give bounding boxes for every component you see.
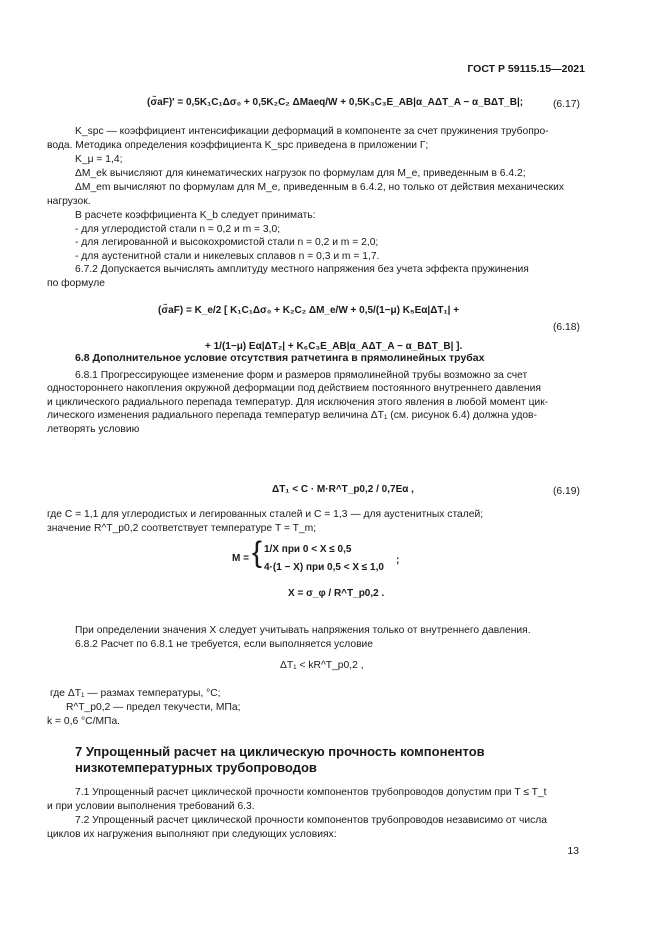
paragraph-line: 6.8.1 Прогрессирующее изменение форм и размеров прямолинейной трубы возможно за счет: [75, 370, 528, 381]
paragraph-6-8-1: [47, 369, 585, 436]
list-item: - для легированной и высокохромистой стали n = 0,2 и m = 2,0;: [75, 237, 379, 249]
paragraph-7-1-cont: и при условии выполнения требований 6.3.: [47, 801, 255, 812]
list-item: - для углеродистой стали n = 0,2 и m = 3,0;: [75, 224, 281, 235]
paragraph-7-1: 7.1 Упрощенный расчет циклической прочности компонентов трубопроводов допустим при T ≤ T_t: [75, 787, 547, 798]
paragraph-6-8-2: 6.8.2 Расчет по 6.8.1 не требуется, если выполняется условие: [75, 639, 374, 650]
section-6-8-heading: 6.8 Дополнительное условие отсутствия ратчетинга в прямолинейных трубах: [75, 352, 485, 364]
paragraph-line: лического изменения радиального перепада температур величина ΔT₁ (см. рисунок 6.4) должна удов-: [47, 410, 537, 422]
equation-6-17: (σ̃aF)′ = 0,5K₁C₁Δσ₀ + 0,5K₂C₂ ΔMaeq/W + 0,5K₃C₃E_AB|α_AΔT_A − α_BΔT_B|;: [147, 97, 524, 108]
heading-line: низкотемпературных трубопроводов: [75, 760, 317, 775]
brace-symbol: {: [252, 536, 263, 569]
paragraph-kspc-cont: вода. Методика определения коэффициента K_spc приведена в приложении Г;: [47, 140, 429, 151]
steel-parameter-list: [75, 223, 615, 263]
section-7-heading: [75, 744, 595, 776]
equation-m-lhs: M =: [232, 553, 249, 564]
equation-6-19: ΔT₁ < C · M·R^T_p0,2 / 0,7Eα ,: [272, 484, 414, 495]
paragraph-kb: В расчете коэффициента K_b следует принимать:: [75, 210, 316, 221]
paragraph-line: и циклического радиального перепада температур. Для исключения этого явления в любой момент цик-: [47, 396, 549, 408]
paragraph-kspc: [47, 125, 585, 138]
equation-m-case2: 4·(1 − X) при 0,5 < X ≤ 1,0: [264, 562, 384, 573]
paragraph-6-7-2: 6.7.2 Допускается вычислять амплитуду местного напряжения без учета эффекта пружинения: [75, 264, 529, 275]
paragraph-7-2: 7.2 Упрощенный расчет циклической прочности компонентов трубопроводов независимо от числа: [75, 815, 548, 826]
equation-number-6-18: (6.18): [553, 322, 580, 333]
equation-condition: ΔT₁ < kR^T_p0,2 ,: [280, 660, 364, 671]
paragraph-x-note: При определении значения X следует учитывать напряжения только от внутреннего давления.: [75, 625, 531, 636]
paragraph-6-7-2-cont: по формуле: [47, 278, 105, 289]
paragraph-line: одностороннего накопления окружной деформации под действием постоянного внутреннего давления: [47, 383, 541, 395]
equation-6-18-line1: (σ̃aF) = K_e/2 [ K₁C₁Δσ₀ + K₂C₂ ΔM_e/W + 0,5/(1−μ) K₅Eα|ΔT₁| +: [158, 305, 460, 316]
heading-line: 7 Упрощенный расчет на циклическую прочность компонентов: [75, 744, 485, 759]
paragraph-dmem: ΔM_em вычисляют по формулам для M_e, приведенным в 6.4.2, но только от действия механических: [75, 182, 565, 193]
list-item: - для аустенитной стали и никелевых сплавов n = 0,3 и m = 1,7.: [75, 250, 380, 262]
equation-m-tail: ;: [396, 555, 400, 566]
paragraph-dt-def: где ΔT₁ — размах температуры, °С;: [50, 688, 221, 699]
paragraph-7-2-cont: циклов их нагружения выполняют при следующих условиях:: [47, 829, 337, 840]
equation-m-case1: 1/X при 0 < X ≤ 0,5: [264, 544, 352, 555]
equation-x: X = σ_φ / R^T_p0,2 .: [288, 588, 385, 599]
paragraph-rp-temp: значение R^T_p0,2 соответствует температуре T = T_m;: [47, 523, 317, 534]
document-id-header: ГОСТ Р 59115.15—2021: [467, 63, 585, 75]
paragraph-kmu: K_μ = 1,4;: [75, 154, 123, 165]
page-number: 13: [567, 846, 579, 857]
paragraph-k-def: k = 0,6 °С/МПа.: [47, 716, 121, 727]
equation-number-6-17: (6.17): [553, 99, 580, 110]
equation-number-6-19: (6.19): [553, 486, 580, 497]
paragraph-line: летворять условию: [47, 423, 140, 435]
paragraph-line: K_spc — коэффициент интенсификации деформаций в компоненте за счет пружинения трубопро-: [75, 126, 549, 137]
paragraph-dmek: ΔM_ek вычисляют для кинематических нагрузок по формулам для M_e, приведенным в 6.4.2;: [75, 168, 526, 179]
equation-6-18-line2: + 1/(1−μ) Eα|ΔT₂| + K₆C₃E_AB|α_AΔT_A − α_BΔT_B| ].: [205, 341, 463, 352]
paragraph-dmem-cont: нагрузок.: [47, 196, 91, 207]
paragraph-c-coeff: где C = 1,1 для углеродистых и легированных сталей и C = 1,3 — для аустенитных сталей;: [47, 509, 484, 520]
paragraph-rp-def: R^T_p0,2 — предел текучести, МПа;: [66, 702, 241, 713]
